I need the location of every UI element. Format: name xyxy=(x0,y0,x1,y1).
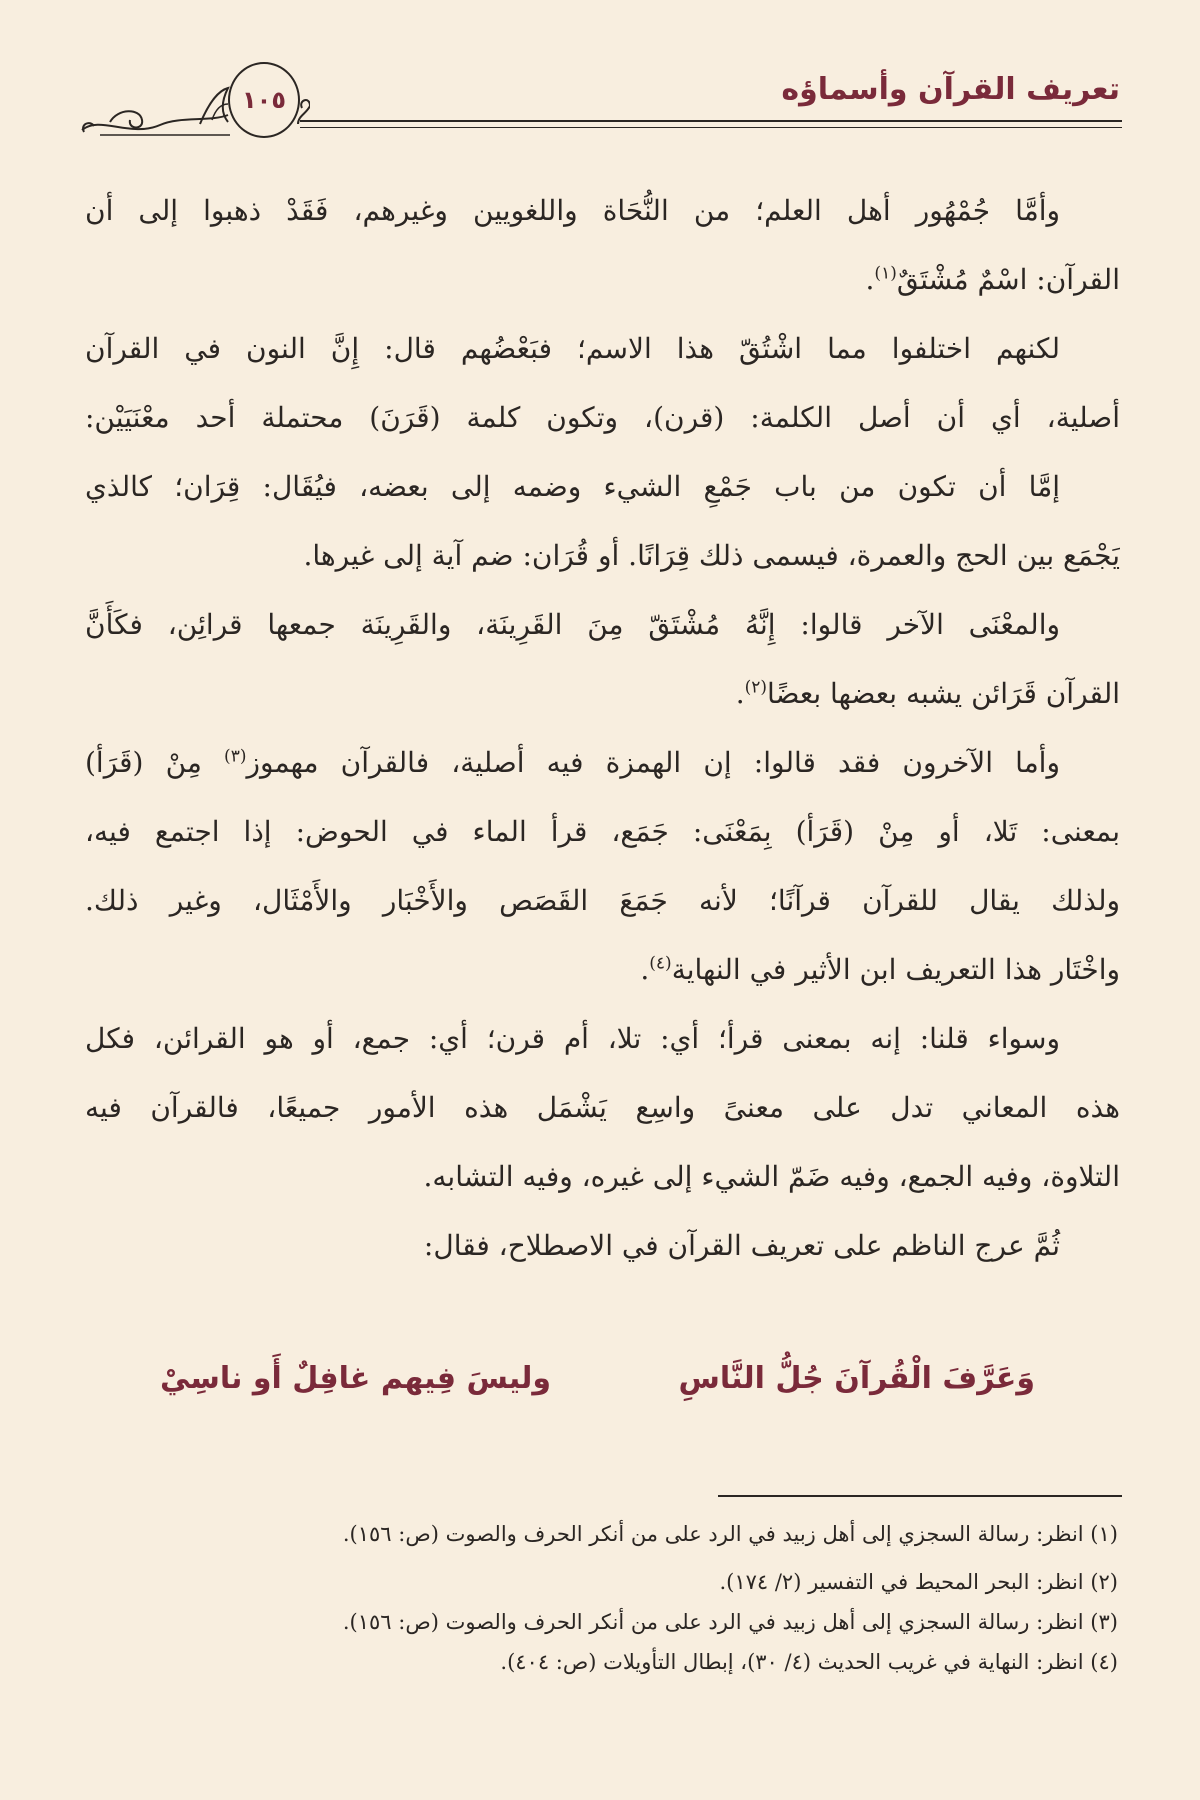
text-line xyxy=(85,314,1120,383)
text-line-content: أصلية، أي أن أصل الكلمة: (قرن)، وتكون كلمة (قَرَنَ) محتملة أحد معْنَيَيْن: xyxy=(85,401,1120,434)
text-line-content: القرآن: اسْمٌ مُشْتَقٌ xyxy=(896,263,1120,296)
text-line-content: بمعنى: تَلا، أو مِنْ (قَرَأ) بِمَعْنَى: جَمَع، قرأ الماء في الحوض: إذا اجتمع فيه، xyxy=(85,815,1120,848)
text-line-content: والمعْنَى الآخر قالوا: إِنَّهُ مُشْتَقّ مِنَ القَرِينَة، والقَرِينَة جمعها قرائِن، فكَأَنَّ xyxy=(85,608,1060,641)
text-line-content: يَجْمَع بين الحج والعمرة، فيسمى ذلك قِرَانًا. أو قُرَان: ضم آية إلى غيرها. xyxy=(303,539,1120,572)
footnote-separator xyxy=(718,1495,1122,1497)
footnote-reference[interactable]: (٢) xyxy=(744,677,768,698)
text-line xyxy=(85,866,1120,935)
text-line xyxy=(85,452,1120,521)
footnote-4: (٤) انظر: النهاية في غريب الحديث (٤/ ٣٠)، إبطال التأويلات (ص: ٤٠٤). xyxy=(500,1650,1118,1674)
text-line-tail: مِنْ (قَرَأ) xyxy=(85,746,225,779)
text-line xyxy=(85,383,1120,452)
footnote-1: (١) انظر: رسالة السجزي إلى أهل زبيد في الرد على من أنكر الحرف والصوت (ص: ١٥٦). xyxy=(342,1522,1118,1546)
footnote-reference[interactable]: (٤) xyxy=(649,953,672,974)
footnotes xyxy=(160,1510,1118,1686)
header-double-rule xyxy=(300,120,1122,128)
text-line xyxy=(85,728,1120,797)
text-line-content: وأما الآخرون فقد قالوا: إن الهمزة فيه أصلية، فالقرآن مهموز xyxy=(246,746,1060,779)
text-line xyxy=(85,1211,1120,1280)
text-line xyxy=(85,176,1120,245)
text-line-content: هذه المعاني تدل على معنىً واسِع يَشْمَل هذه الأمور جميعًا، فالقرآن فيه xyxy=(85,1091,1120,1124)
text-line-tail: . xyxy=(735,677,745,710)
verse-second-hemistich: وليسَ فِيهم غافِلٌ أَو ناسِيْ xyxy=(160,1360,552,1396)
poem-verse xyxy=(160,1350,1035,1406)
text-line-content: لكنهم اختلفوا مما اشْتُقّ هذا الاسم؛ فبَعْضُهم قال: إِنَّ النون في القرآن xyxy=(85,332,1060,365)
text-line xyxy=(85,797,1120,866)
footnote-reference[interactable]: (١) xyxy=(874,263,897,284)
text-line xyxy=(85,245,1120,314)
text-line-content: وسواء قلنا: إنه بمعنى قرأ؛ أي: تلا، أم قرن؛ أي: جمع، أو هو القرائن، فكل xyxy=(85,1022,1060,1055)
text-line xyxy=(85,1073,1120,1142)
text-line-content: القرآن قَرَائن يشبه بعضها بعضًا xyxy=(767,677,1120,710)
page-number-badge xyxy=(228,62,300,138)
footnote-reference[interactable]: (٣) xyxy=(224,746,247,767)
running-title: تعريف القرآن وأسماؤه xyxy=(781,72,1120,107)
footnote-3: (٣) انظر: رسالة السجزي إلى أهل زبيد في الرد على من أنكر الحرف والصوت (ص: ١٥٦). xyxy=(342,1610,1118,1634)
text-line-content: واخْتَار هذا التعريف ابن الأثير في النهاية xyxy=(671,953,1120,986)
text-line xyxy=(85,521,1120,590)
body-text xyxy=(85,176,1120,1280)
text-line xyxy=(85,659,1120,728)
text-line-content: ولذلك يقال للقرآن قرآنًا؛ لأنه جَمَعَ القَصَص والأَخْبَار والأَمْثَال، وغير ذلك. xyxy=(85,884,1120,917)
text-line-content: ثُمَّ عرج الناظم على تعريف القرآن في الاصطلاح، فقال: xyxy=(423,1229,1060,1262)
text-line xyxy=(85,590,1120,659)
footnote-2: (٢) انظر: البحر المحيط في التفسير (٢/ ١٧٤). xyxy=(719,1570,1118,1594)
text-line-tail: . xyxy=(640,953,650,986)
page-number: ١٠٥ xyxy=(242,86,286,114)
text-line-content: التلاوة، وفيه الجمع، وفيه ضَمّ الشيء إلى غيره، وفيه التشابه. xyxy=(423,1160,1120,1193)
text-line xyxy=(85,935,1120,1004)
verse-first-hemistich: وَعَرَّفَ الْقُرآنَ جُلُّ النَّاسِ xyxy=(678,1360,1035,1396)
text-line xyxy=(85,1142,1120,1211)
text-line xyxy=(85,1004,1120,1073)
text-line-tail: . xyxy=(865,263,875,296)
text-line-content: إمَّا أن تكون من باب جَمْعِ الشيء وضمه إلى بعضه، فيُقَال: قِرَان؛ كالذي xyxy=(85,470,1060,503)
text-line-content: وأمَّا جُمْهُور أهل العلم؛ من النُّحَاة واللغويين وغيرهم، فَقَدْ ذهبوا إلى أن xyxy=(85,194,1060,227)
